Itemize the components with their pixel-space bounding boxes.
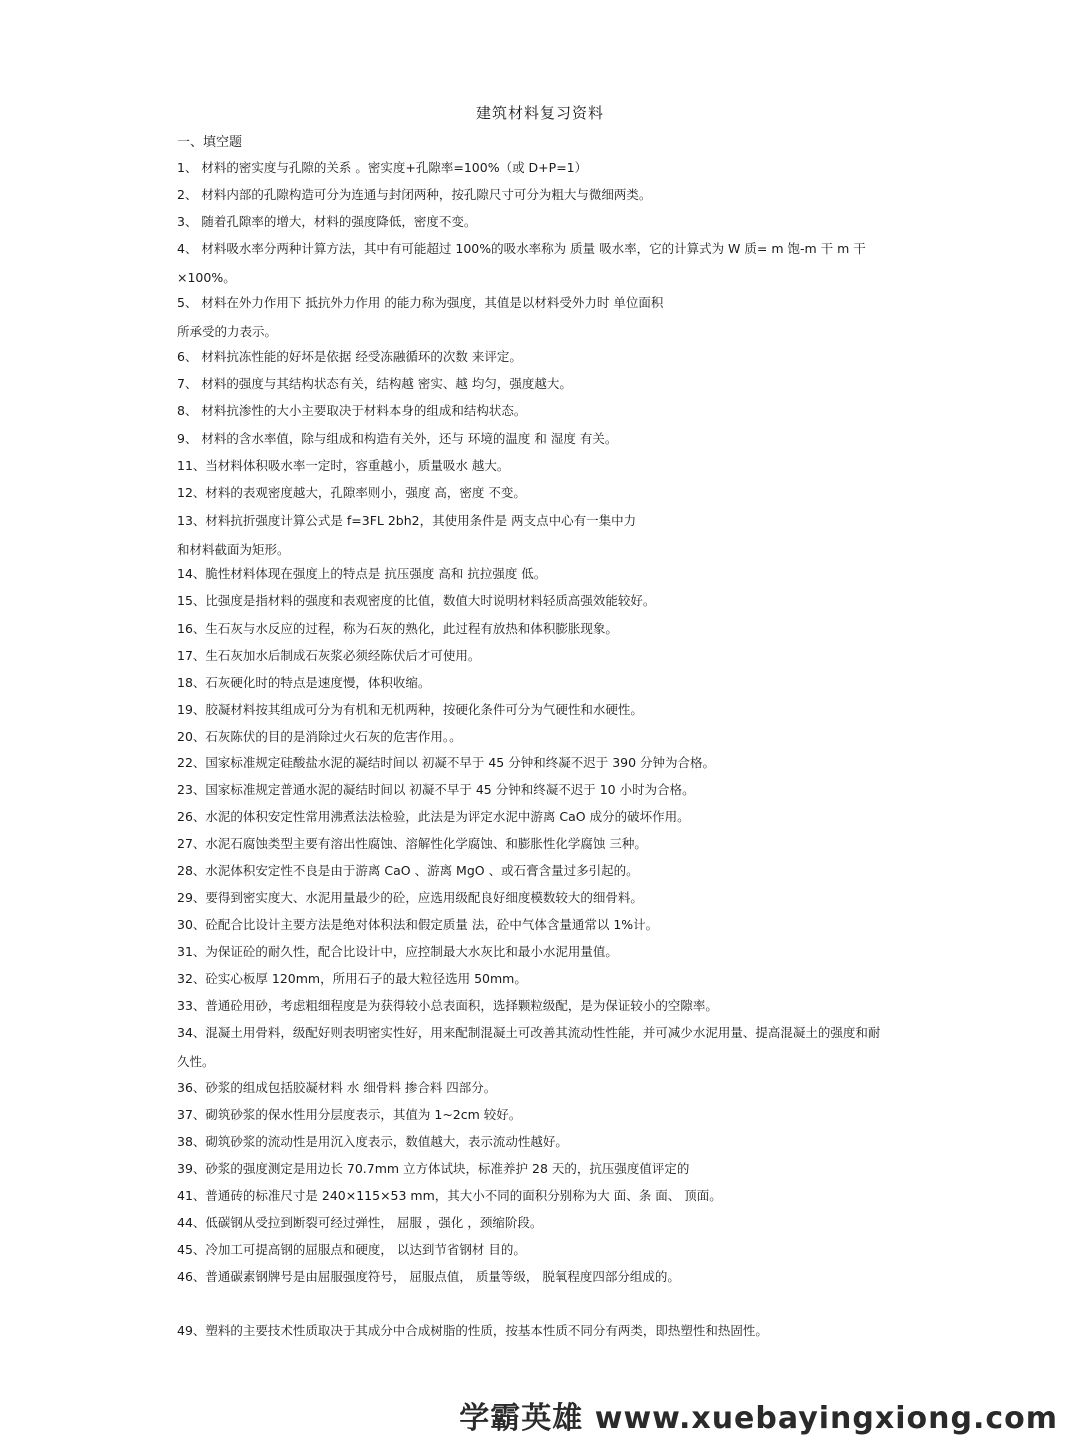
list-item: 9、 材料的含水率值，除与组成和构造有关外，还与 环境的温度 和 湿度 有关。 <box>177 431 618 446</box>
list-item: 29、要得到密实度大、水泥用量最少的砼，应选用级配良好细度模数较大的细骨料。 <box>177 890 643 905</box>
list-item: 2、 材料内部的孔隙构造可分为连通与封闭两种，按孔隙尺寸可分为粗大与微细两类。 <box>177 187 652 202</box>
list-item: 20、石灰陈伏的目的是消除过火石灰的危害作用。。 <box>177 729 462 744</box>
list-item: 39、砂浆的强度测定是用边长 70.7mm 立方体试块，标准养护 28 天的，抗压强度值评定的 <box>177 1161 690 1176</box>
list-item: 15、比强度是指材料的强度和表观密度的比值，数值大时说明材料轻质高强效能较好。 <box>177 593 656 608</box>
list-item: 4、 材料吸水率分两种计算方法，其中有可能超过 100%的吸水率称为 质量 吸水率，它的计算式为 W 质= m 饱-m 干 m 干 <box>177 241 866 256</box>
list-item: 14、脆性材料体现在强度上的特点是 抗压强度 高和 抗拉强度 低。 <box>177 566 547 581</box>
list-item-continuation: 所承受的力表示。 <box>177 324 278 339</box>
list-item: 5、 材料在外力作用下 抵抗外力作用 的能力称为强度，其值是以材料受外力时 单位面积 <box>177 295 664 310</box>
watermark: 学霸英雄 www.xuebayingxiong.com <box>459 1401 1058 1436</box>
list-item-continuation: ×100%。 <box>177 270 236 285</box>
list-item: 6、 材料抗冻性能的好坏是依据 经受冻融循环的次数 来评定。 <box>177 349 522 364</box>
list-item: 34、混凝土用骨料，级配好则表明密实性好，用来配制混凝土可改善其流动性性能，并可减少水泥用量、提高混凝土的强度和耐 <box>177 1025 881 1040</box>
list-item: 11、当材料体积吸水率一定时，容重越小，质量吸水 越大。 <box>177 458 510 473</box>
list-item: 7、 材料的强度与其结构状态有关，结构越 密实、越 均匀，强度越大。 <box>177 376 572 391</box>
list-item-continuation: 久性。 <box>177 1054 215 1069</box>
list-item: 3、 随着孔隙率的增大，材料的强度降低，密度不变。 <box>177 214 477 229</box>
list-item: 13、材料抗折强度计算公式是 f=3FL 2bh2，其使用条件是 两支点中心有一集中力 <box>177 513 637 528</box>
list-item: 33、普通砼用砂，考虑粗细程度是为获得较小总表面积，选择颗粒级配，是为保证较小的空隙率。 <box>177 998 718 1013</box>
list-item: 8、 材料抗渗性的大小主要取决于材料本身的组成和结构状态。 <box>177 403 527 418</box>
list-item: 41、普通砖的标准尺寸是 240×115×53 mm，其大小不同的面积分别称为大 面、条 面、 顶面。 <box>177 1188 722 1203</box>
list-item: 1、 材料的密实度与孔隙的关系 。密实度+孔隙率=100%（或 D+P=1） <box>177 160 588 175</box>
section-heading: 一、填空题 <box>177 135 243 150</box>
list-item: 46、普通碳素钢牌号是由屈服强度符号， 屈服点值， 质量等级， 脱氧程度四部分组成的。 <box>177 1269 680 1284</box>
list-item: 19、胶凝材料按其组成可分为有机和无机两种，按硬化条件可分为气硬性和水硬性。 <box>177 702 643 717</box>
list-item: 17、生石灰加水后制成石灰浆必须经陈伏后才可使用。 <box>177 648 481 663</box>
list-item: 22、国家标准规定硅酸盐水泥的凝结时间以 初凝不早于 45 分钟和终凝不迟于 390 分钟为合格。 <box>177 755 716 770</box>
list-item: 12、材料的表观密度越大，孔隙率则小，强度 高，密度 不变。 <box>177 485 526 500</box>
list-item: 28、水泥体积安定性不良是由于游离 CaO 、游离 MgO 、或石膏含量过多引起的。 <box>177 863 639 878</box>
list-item: 44、低碳钢从受拉到断裂可经过弹性， 屈服 ，强化 ，颈缩阶段。 <box>177 1215 543 1230</box>
list-item: 49、塑料的主要技术性质取决于其成分中合成树脂的性质，按基本性质不同分有两类，即热塑性和热固性。 <box>177 1323 768 1338</box>
list-item-continuation: 和材料截面为矩形。 <box>177 542 290 557</box>
list-item: 37、砌筑砂浆的保水性用分层度表示，其值为 1~2cm 较好。 <box>177 1107 522 1122</box>
list-item: 30、砼配合比设计主要方法是绝对体积法和假定质量 法，砼中气体含量通常以 1%计。 <box>177 917 659 932</box>
list-item: 23、国家标准规定普通水泥的凝结时间以 初凝不早于 45 分钟和终凝不迟于 10 小时为合格。 <box>177 782 695 797</box>
list-item: 45、冷加工可提高钢的屈服点和硬度， 以达到节省钢材 目的。 <box>177 1242 526 1257</box>
page-title: 建筑材料复习资料 <box>475 104 604 122</box>
list-item: 18、石灰硬化时的特点是速度慢，体积收缩。 <box>177 675 431 690</box>
list-item: 32、砼实心板厚 120mm，所用石子的最大粒径选用 50mm。 <box>177 971 527 986</box>
list-item: 38、砌筑砂浆的流动性是用沉入度表示，数值越大，表示流动性越好。 <box>177 1134 568 1149</box>
list-item: 31、为保证砼的耐久性，配合比设计中，应控制最大水灰比和最小水泥用量值。 <box>177 944 618 959</box>
list-item: 36、砂浆的组成包括胶凝材料 水 细骨料 掺合料 四部分。 <box>177 1080 497 1095</box>
list-item: 27、水泥石腐蚀类型主要有溶出性腐蚀、溶解性化学腐蚀、和膨胀性化学腐蚀 三种。 <box>177 836 647 851</box>
list-item: 26、水泥的体积安定性常用沸煮法法检验，此法是为评定水泥中游离 CaO 成分的破坏作用。 <box>177 809 690 824</box>
list-item: 16、生石灰与水反应的过程，称为石灰的熟化，此过程有放热和体积膨胀现象。 <box>177 621 618 636</box>
